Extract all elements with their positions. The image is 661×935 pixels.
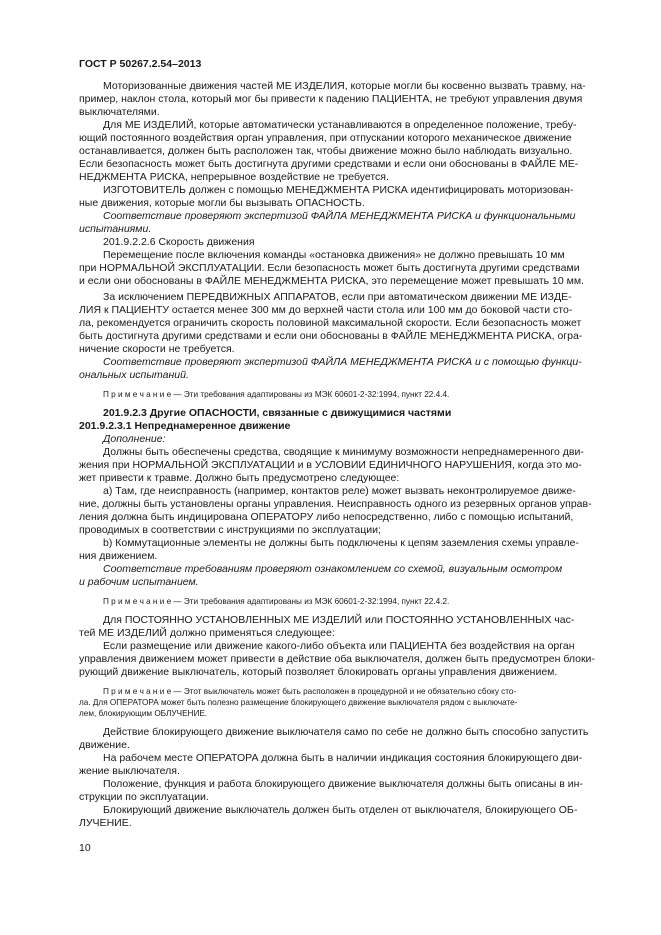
text-line: Положение, функция и работа блокирующего движение выключателя должны быть описаны в ин-	[103, 778, 583, 790]
text-line: ла, рекомендуется ограничить скорость половиной максимальной скорости. Если безопасность может	[79, 317, 582, 329]
text-line: За исключением ПЕРЕДВИЖНЫХ АППАРАТОВ, если при автоматическом движении МЕ ИЗДЕ-	[103, 291, 572, 303]
paragraph	[79, 236, 612, 249]
text-line: ничение скорости не требуется.	[79, 343, 235, 355]
text-line: Перемещение после включения команды «остановка движения» не должно превышать 10 мм	[103, 249, 565, 261]
text-line: 201.9.2.3 Другие ОПАСНОСТИ, связанные с движущимися частями	[103, 407, 452, 419]
text-line: Дополнение:	[103, 433, 166, 445]
paragraph	[79, 249, 612, 288]
text-line: выключателями.	[79, 106, 160, 118]
text-line: b) Коммутационные элементы не должны быть подключены к цепям заземления схемы управле-	[103, 537, 579, 549]
text-line: П р и м е ч а н и е — Этот выключатель может быть расположен в процедурной и не обязательно сбоку сто-	[103, 687, 517, 696]
text-line: Соответствие проверяют экспертизой ФАЙЛА МЕНЕДЖМЕНТА РИСКА и функциональными	[103, 210, 576, 222]
text-line: Блокирующий движение выключатель должен быть отделен от выключателя, блокирующего ОБ-	[103, 804, 578, 816]
page-number: 10	[79, 842, 91, 854]
paragraph	[79, 446, 612, 485]
text-line: движение.	[79, 739, 130, 751]
paragraph	[79, 778, 612, 804]
text-line: Соответствие требованиям проверяют ознакомлением со схемой, визуальным осмотром	[103, 563, 563, 575]
paragraph	[79, 485, 612, 537]
compliance-statement	[79, 210, 612, 236]
text-line: Соответствие проверяют экспертизой ФАЙЛА МЕНЕДЖМЕНТА РИСКА и с помощью функци-	[103, 356, 582, 368]
text-line: и рабочим испытанием.	[79, 576, 199, 588]
section-heading	[79, 407, 612, 433]
paragraph	[79, 752, 612, 778]
text-line: ющий постоянного воздействия орган управления, при отпускании которого механическое движение	[79, 132, 572, 144]
text-line: П р и м е ч а н и е — Эти требования адаптированы из МЭК 60601-2-32:1994, пункт 22.4.4.	[103, 390, 450, 399]
text-line: ние, должны быть установлены органы управления. Неисправность одного из резервных органов управ-	[79, 498, 592, 510]
text-line: рующий движение выключатель, который позволяет блокировать органы управления движением.	[79, 666, 558, 678]
compliance-statement	[79, 563, 612, 589]
text-line: останавливается, должен быть расположен так, чтобы движение можно было наблюдать визуально.	[79, 145, 573, 157]
text-line: Действие блокирующего движение выключателя само по себе не должно быть способно запустить	[103, 726, 589, 738]
paragraph	[79, 184, 612, 210]
text-line: ИЗГОТОВИТЕЛЬ должен с помощью МЕНЕДЖМЕНТА РИСКА идентифицировать моторизован-	[103, 184, 574, 196]
note	[79, 389, 612, 400]
text-line: пример, наклон стола, который мог бы привести к падению ПАЦИЕНТА, не требуют управления двумя	[79, 93, 583, 105]
text-line: Моторизованные движения частей МЕ ИЗДЕЛИЯ, которые могли бы косвенно вызвать травму, на-	[103, 80, 586, 92]
paragraph	[79, 291, 612, 356]
text-line: НЕДЖМЕНТА РИСКА, непрерывное воздействие не требуется.	[79, 171, 389, 183]
text-line: струкции по эксплуатации.	[79, 791, 209, 803]
text-line: Если безопасность может быть достигнута другими средствами и если они обоснованы в ФАЙЛЕ МЕ-	[79, 158, 579, 170]
running-header: ГОСТ Р 50267.2.54–2013	[79, 58, 202, 70]
text-line: a) Там, где неисправность (например, контактов реле) может вызвать неконтролируемое движе-	[103, 485, 576, 497]
text-line: ЛУЧЕНИЕ.	[79, 817, 132, 829]
note	[79, 596, 612, 607]
text-line: жение выключателя.	[79, 765, 180, 777]
text-line: лем, блокирующим ОБЛУЧЕНИЕ.	[79, 709, 208, 718]
paragraph	[79, 726, 612, 752]
text-line: управления движением может привести в действие оба выключателя, должен быть предусмотрен блоки-	[79, 653, 595, 665]
text-line: 201.9.2.3.1 Непреднамеренное движение	[79, 420, 291, 432]
text-line: П р и м е ч а н и е — Эти требования адаптированы из МЭК 60601-2-32:1994, пункт 22.4.2.	[103, 597, 450, 606]
text-line: На рабочем месте ОПЕРАТОРА должна быть в наличии индикация состояния блокирующего дви-	[103, 752, 583, 764]
text-line: и если они обоснованы в ФАЙЛЕ МЕНЕДЖМЕНТА РИСКА, это перемещение может превышать 10 мм.	[79, 275, 584, 287]
document-body	[79, 80, 612, 830]
text-line: ные движения, которые могли бы вызывать ОПАСНОСТЬ.	[79, 197, 365, 209]
compliance-statement	[79, 356, 612, 382]
text-line: Если размещение или движение какого-либо объекта или ПАЦИЕНТА без воздействия на орган	[103, 640, 575, 652]
text-line: Должны быть обеспечены средства, сводящие к минимуму возможности непреднамеренного дви-	[103, 446, 584, 458]
text-line: при НОРМАЛЬНОЙ ЭКСПЛУАТАЦИИ. Если безопасность может быть достигнута другими средствами	[79, 262, 580, 274]
text-line: ления должна быть индицирована ОПЕРАТОРУ либо непосредственно, либо с помощью испытаний,	[79, 511, 574, 523]
text-line: быть достигнута другими средствами и если они обоснованы в ФАЙЛЕ МЕНЕДЖМЕНТА РИСКА, огра-	[79, 330, 583, 342]
paragraph	[79, 804, 612, 830]
compliance-statement	[79, 433, 612, 446]
text-line: ЛИЯ к ПАЦИЕНТУ остается менее 300 мм до верхней части стола или 100 мм до боковой части сто-	[79, 304, 573, 316]
paragraph	[79, 537, 612, 563]
text-line: ния движением.	[79, 550, 158, 562]
text-line: ональных испытаний.	[79, 369, 189, 381]
text-line: тей МЕ ИЗДЕЛИЙ должно применяться следующее:	[79, 627, 335, 639]
paragraph	[79, 80, 612, 119]
text-line: жения при НОРМАЛЬНОЙ ЭКСПЛУАТАЦИИ и в УСЛОВИИ ЕДИНИЧНОГО НАРУШЕНИЯ, когда это мо-	[79, 459, 582, 471]
text-line: жет привести к травме. Должно быть предусмотрено следующее:	[79, 472, 400, 484]
paragraph	[79, 614, 612, 640]
text-line: проводимых в соответствии с инструкциями по эксплуатации;	[79, 524, 381, 536]
note	[79, 686, 612, 719]
paragraph	[79, 640, 612, 679]
text-line: Для МЕ ИЗДЕЛИЙ, которые автоматически устанавливаются в определенное положение, требу-	[103, 119, 577, 131]
text-line: 201.9.2.2.6 Скорость движения	[103, 236, 255, 248]
paragraph	[79, 119, 612, 184]
text-line: испытаниями.	[79, 223, 152, 235]
text-line: ла. Для ОПЕРАТОРА может быть полезно размещение блокирующего движение выключателя рядом с выключате-	[79, 698, 518, 707]
text-line: Для ПОСТОЯННО УСТАНОВЛЕННЫХ МЕ ИЗДЕЛИЙ или ПОСТОЯННО УСТАНОВЛЕННЫХ час-	[103, 614, 575, 626]
